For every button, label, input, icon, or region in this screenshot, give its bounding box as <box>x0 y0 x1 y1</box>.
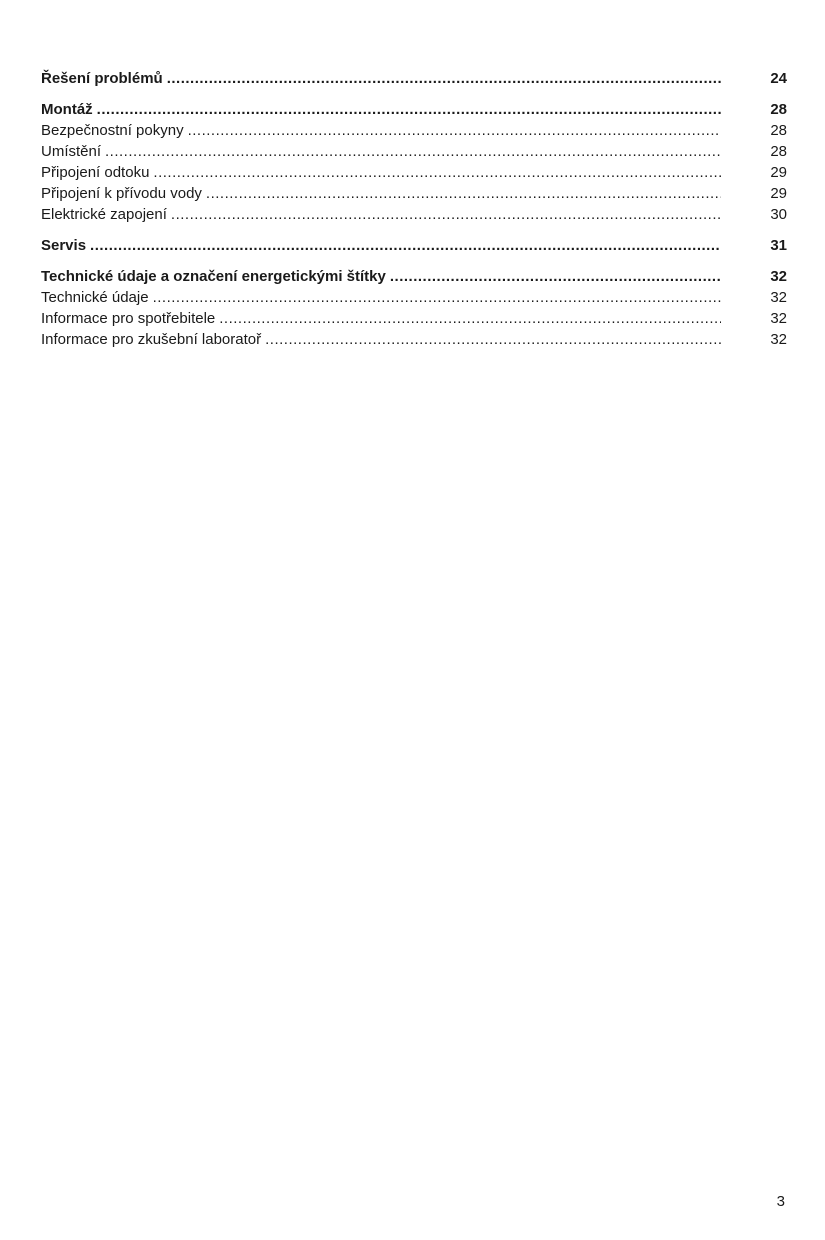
toc-entry-umisteni[interactable] <box>41 141 787 162</box>
toc-dot-leader <box>265 329 721 350</box>
toc-entry-servis[interactable] <box>41 235 787 256</box>
toc-entry-title: Technické údaje a označení energetickými štítky <box>41 268 386 285</box>
toc-entry-montaz[interactable] <box>41 99 787 120</box>
toc-entry-page: 32 <box>770 331 787 348</box>
toc-entry-technicke-udaje-a-oznaceni[interactable] <box>41 266 787 287</box>
toc-entry-page: 28 <box>770 122 787 139</box>
toc-entry-informace-pro-spotrebitele[interactable] <box>41 308 787 329</box>
table-of-contents <box>41 68 787 350</box>
toc-entry-page: 32 <box>770 310 787 327</box>
toc-entry-page: 32 <box>770 268 787 285</box>
toc-entry-title: Umístění <box>41 143 102 160</box>
toc-entry-title: Informace pro spotřebitele <box>41 310 216 327</box>
toc-entry-title: Servis <box>41 237 87 254</box>
toc-entry-reseni-problemu[interactable] <box>41 68 787 89</box>
toc-dot-leader <box>97 99 721 120</box>
toc-entry-title: Připojení k přívodu vody <box>41 185 202 202</box>
toc-entry-technicke-udaje[interactable] <box>41 287 787 308</box>
toc-entry-page: 28 <box>770 143 787 160</box>
toc-dot-leader <box>188 120 721 141</box>
toc-dot-leader <box>153 162 721 183</box>
toc-dot-leader <box>105 141 721 162</box>
toc-entry-page: 31 <box>770 237 787 254</box>
toc-dot-leader <box>153 287 721 308</box>
toc-entry-title: Montáž <box>41 101 93 118</box>
toc-entry-title: Řešení problémů <box>41 70 163 87</box>
toc-entry-title: Informace pro zkušební laboratoř <box>41 331 262 348</box>
page-number: 3 <box>776 1193 785 1210</box>
toc-entry-page: 28 <box>770 101 787 118</box>
toc-entry-page: 30 <box>770 206 787 223</box>
toc-entry-bezpecnostni-pokyny[interactable] <box>41 120 787 141</box>
toc-entry-title: Připojení odtoku <box>41 164 150 181</box>
toc-entry-pripojeni-odtoku[interactable] <box>41 162 787 183</box>
toc-entry-elektricke-zapojeni[interactable] <box>41 204 787 225</box>
toc-entry-title: Technické údaje <box>41 289 149 306</box>
toc-entry-pripojeni-k-privodu-vody[interactable] <box>41 183 787 204</box>
toc-dot-leader <box>167 68 721 89</box>
toc-dot-leader <box>390 266 721 287</box>
toc-entry-page: 29 <box>770 164 787 181</box>
toc-entry-title: Bezpečnostní pokyny <box>41 122 184 139</box>
toc-dot-leader <box>206 183 721 204</box>
toc-entry-title: Elektrické zapojení <box>41 206 167 223</box>
toc-entry-informace-pro-zkusebni-laborator[interactable] <box>41 329 787 350</box>
toc-entry-page: 29 <box>770 185 787 202</box>
toc-dot-leader <box>90 235 721 256</box>
toc-entry-page: 32 <box>770 289 787 306</box>
toc-entry-page: 24 <box>770 70 787 87</box>
toc-dot-leader <box>219 308 721 329</box>
toc-dot-leader <box>171 204 721 225</box>
